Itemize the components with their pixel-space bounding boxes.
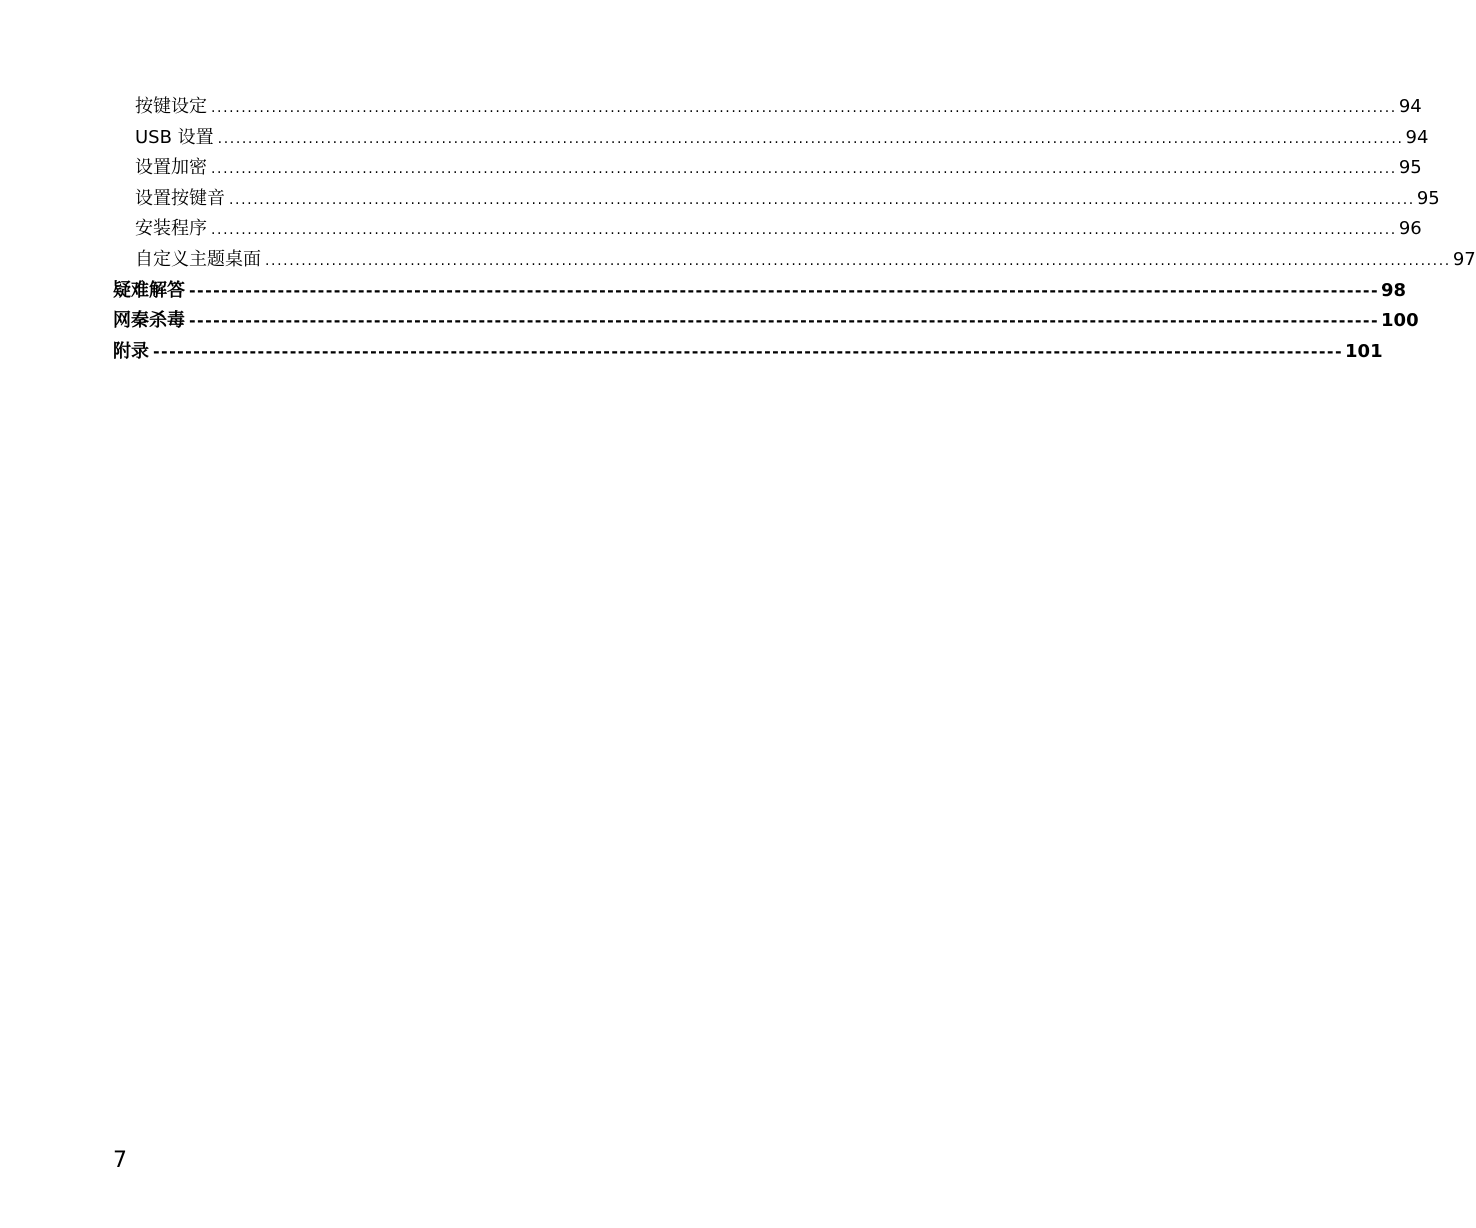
toc-entry-usb-settings[interactable]: [113, 123, 1429, 154]
toc-entry-page: 101: [1345, 340, 1383, 362]
toc-dot-leader: ....................................................................................................................................................................................................: [211, 161, 1397, 178]
toc-dot-leader: ....................................................................................................................................................................................................: [229, 191, 1415, 208]
toc-dash-leader: ----------------------------------------------------------------------------------------------------------------------------------------------------: [189, 280, 1380, 300]
toc-entry-set-encryption[interactable]: [113, 153, 1422, 184]
toc-entry-page: 100: [1381, 310, 1419, 332]
toc-entry-page: 96: [1398, 218, 1422, 240]
toc-entry-title: USB 设置: [135, 126, 214, 148]
toc-dot-leader: ....................................................................................................................................................................................................: [265, 252, 1451, 269]
toc-entry-title: 疑难解答: [113, 279, 185, 301]
toc-entry-title: 按键设定: [135, 96, 207, 117]
toc-entry-key-tone[interactable]: [113, 184, 1440, 215]
toc-entry-key-settings[interactable]: [113, 92, 1422, 123]
toc-entry-page: 94: [1398, 96, 1422, 117]
toc-entry-page: 98: [1381, 279, 1407, 301]
toc-entry-title: 设置加密: [135, 157, 207, 179]
table-of-contents: [113, 92, 1476, 367]
toc-dot-leader: ....................................................................................................................................................................................................: [217, 130, 1404, 147]
toc-dash-leader: ----------------------------------------------------------------------------------------------------------------------------------------------------: [189, 311, 1380, 331]
toc-dot-leader: ....................................................................................................................................................................................................: [211, 100, 1397, 116]
toc-entry-install-programs[interactable]: [113, 214, 1422, 245]
toc-entry-antivirus[interactable]: [113, 306, 1419, 337]
toc-entry-title: 附录: [113, 340, 149, 362]
toc-entry-custom-theme[interactable]: [113, 245, 1476, 276]
toc-entry-appendix[interactable]: [113, 337, 1383, 368]
toc-entry-page: 95: [1398, 157, 1422, 179]
toc-entry-page: 95: [1416, 187, 1440, 209]
toc-dot-leader: ....................................................................................................................................................................................................: [211, 222, 1397, 239]
toc-entry-page: 97: [1452, 248, 1476, 270]
toc-entry-title: 设置按键音: [135, 187, 225, 209]
toc-entry-title: 安装程序: [135, 218, 207, 240]
toc-entry-title: 自定义主题桌面: [135, 248, 261, 270]
toc-entry-title: 网秦杀毒: [113, 310, 185, 332]
toc-entry-troubleshooting[interactable]: [113, 276, 1407, 307]
toc-entry-page: 94: [1405, 126, 1429, 148]
page-number: 7: [113, 1148, 127, 1173]
toc-dash-leader: ----------------------------------------------------------------------------------------------------------------------------------------------------: [153, 341, 1344, 361]
